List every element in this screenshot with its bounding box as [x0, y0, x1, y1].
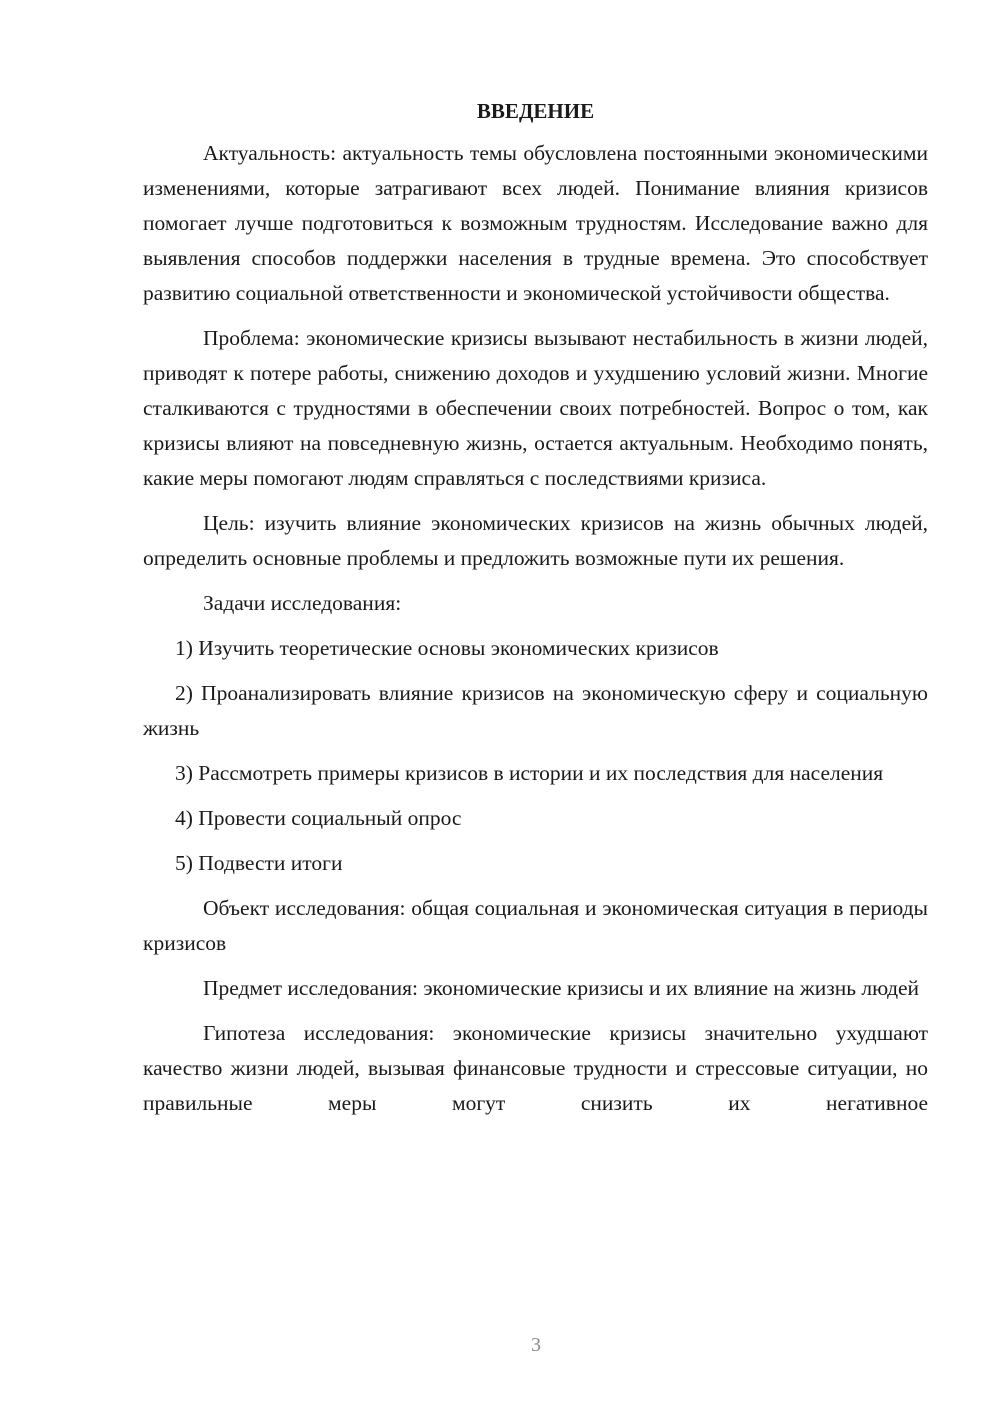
task-item: 4) Провести социальный опрос: [175, 806, 462, 830]
document-page: [143, 96, 928, 1131]
problem-paragraph: Проблема: экономические кризисы вызывают нестабильность в жизни людей, приводят к потере работы, снижению доходов и ухудшению условий жизни. Многие сталкиваются с трудностями в обеспечении своих потребностей. Вопрос о том, как кризисы влияют на повседневную жизнь, остается актуальным. Необходимо понять, какие меры помогают людям справляться с последствиями кризиса.: [143, 326, 928, 490]
section-title: ВВЕДЕНИЕ: [476, 99, 595, 123]
goal-paragraph: Цель: изучить влияние экономических кризисов на жизнь обычных людей, определить основные проблемы и предложить возможные пути их решения.: [143, 511, 928, 570]
relevance-paragraph: Актуальность: актуальность темы обусловлена постоянными экономическими изменениями, которые затрагивают всех людей. Понимание влияния кризисов помогает лучше подготовиться к возможным трудностям. Исследование важно для выявления способов поддержки населения в трудные времена. Это способствует развитию социальной ответственности и экономической устойчивости общества.: [143, 141, 928, 305]
object-paragraph: Объект исследования: общая социальная и экономическая ситуация в периоды кризисов: [143, 896, 928, 955]
page-number: 3: [531, 1334, 541, 1356]
task-item: 1) Изучить теоретические основы экономических кризисов: [175, 636, 719, 660]
task-item: 5) Подвести итоги: [175, 851, 343, 875]
task-item: 3) Рассмотреть примеры кризисов в истории и их последствия для населения: [175, 761, 884, 785]
hypothesis-paragraph: Гипотеза исследования: экономические кризисы значительно ухудшают качество жизни людей, вызывая финансовые трудности и стрессовые ситуации, но правильные меры могут снизить их негативное: [143, 1021, 928, 1115]
tasks-heading: Задачи исследования:: [203, 591, 402, 615]
subject-paragraph: Предмет исследования: экономические кризисы и их влияние на жизнь людей: [203, 976, 920, 1000]
task-item: 2) Проанализировать влияние кризисов на экономическую сферу и социальную жизнь: [143, 681, 928, 740]
